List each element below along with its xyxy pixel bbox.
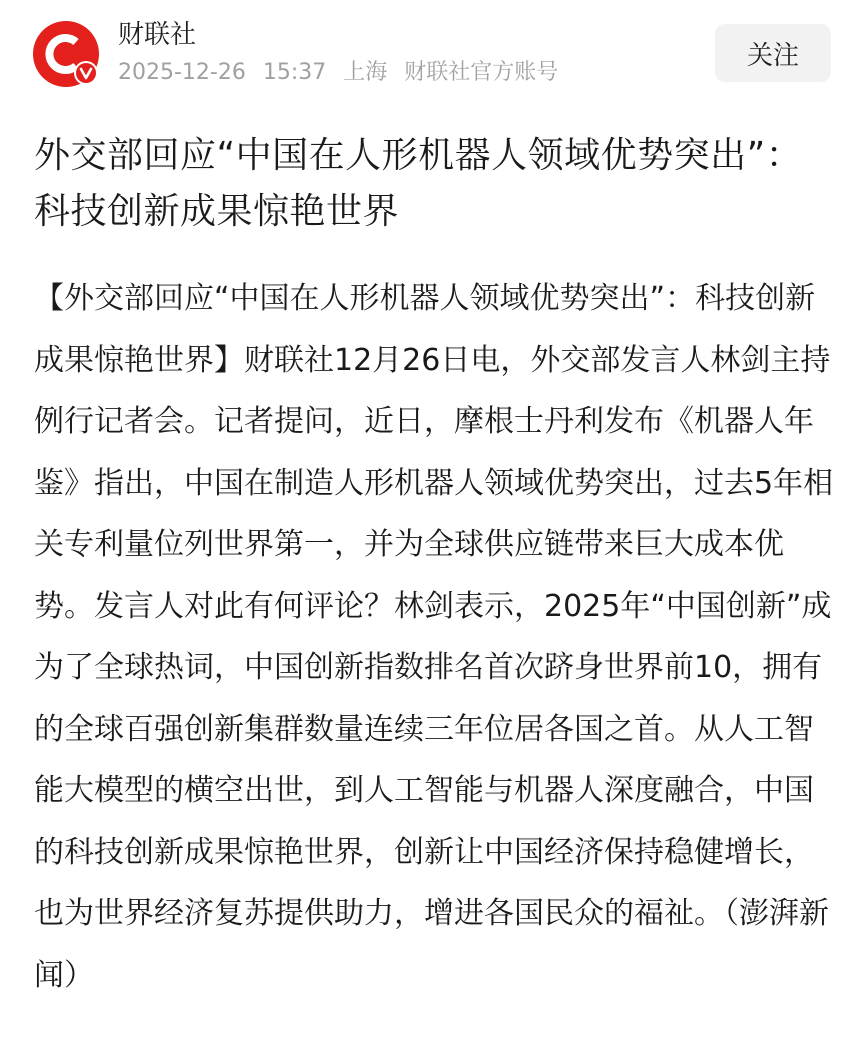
publish-time: 15:37 xyxy=(262,60,327,85)
publish-date: 2025-12-26 xyxy=(118,60,246,85)
article-body: 【外交部回应“中国在人形机器人领域优势突出”：科技创新成果惊艳世界】财联社12月26日电，外交部发言人林剑主持例行记者会。记者提问，近日，摩根士丹利发布《机器人年鉴》指出，中国在制造人形机器人领域优势突出，过去5年相关专利量位列世界第一，并为全球供应链带来巨大成本优势。发言人对此有何评论？林剑表示，2025年“中国创新”成为了全球热词，中国创新指数排名首次跻身世界前10，拥有的全球百强创新集群数量连续三年位居各国之首。从人工智能大模型的横空出世，到人工智能与机器人深度融合，中国的科技创新成果惊艳世界，创新让中国经济保持稳健增长，也为世界经济复苏提供助力，增进各国民众的福祉。（澎湃新闻） xyxy=(34,281,834,993)
follow-button[interactable]: 关注 xyxy=(715,24,831,82)
article-header xyxy=(0,0,864,100)
source-name[interactable]: 财联社 xyxy=(118,20,197,50)
verified-badge-icon xyxy=(76,63,96,83)
article-title: 外交部回应“中国在人形机器人领域优势突出”：科技创新成果惊艳世界 xyxy=(34,135,803,232)
publish-location: 上海 xyxy=(343,60,388,85)
account-type: 财联社官方账号 xyxy=(404,60,559,85)
publish-meta xyxy=(118,58,568,88)
source-avatar[interactable] xyxy=(32,20,100,88)
cailianshe-logo-icon xyxy=(32,20,100,88)
